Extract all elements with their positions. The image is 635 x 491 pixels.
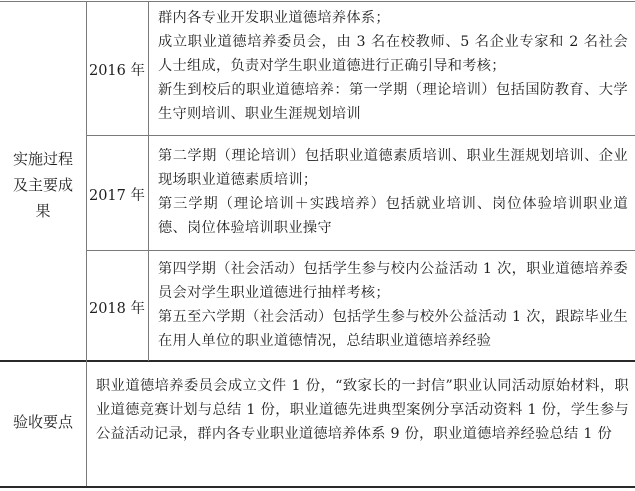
paragraph: 第二学期（理论培训）包括职业道德素质培训、职业生涯规划培训、企业现场职业道德素质培训； [158,148,628,188]
paragraph: 成立职业道德培养委员会，由 3 名在校教师、5 名企业专家和 2 名社会人士组成，负责对学生职业道德进行正确引导和考核； [158,34,628,74]
year-2016: 2016 年 [88,63,145,79]
year-2017: 2017 年 [88,188,145,204]
acceptance-label: 验收要点 [12,413,73,431]
table-top-border [0,1,635,2]
row-2017-content [158,144,628,240]
implementation-label [0,146,86,224]
section-divider [0,360,635,362]
paragraph: 群内各专业开发职业道德培养体系； [158,10,390,26]
paragraph: 新生到校后的职业道德培养：第一学期（理论培训）包括国防教育、大学生守则培训、职业生涯规划培训 [158,82,628,122]
row-2018-content [158,257,628,353]
column-divider-acceptance [86,361,87,486]
paragraph: 第五至六学期（社会活动）包括学生参与校外公益活动 1 次，跟踪毕业生在用人单位的职业道德情况，总结职业道德培养经验 [158,309,628,349]
paragraph: 第四学期（社会活动）包括学生参与校内公益活动 1 次，职业道德培养委员会对学生职业道德进行抽样考核； [158,261,628,301]
acceptance-content: 职业道德培养委员会成立文件 1 份，“致家长的一封信”职业认同活动原始材料，职业道德竞赛计划与总结 1 份，职业道德先进典型案例分享活动资料 1 份，学生参与公益活动记录，群内各专业职业道德培养体系 9 份，职业道德培养经验总结 1 份 [96,378,629,442]
column-divider-year [148,1,149,361]
implementation-label-line: 实施过程 [12,150,73,168]
row-divider-2016-2017 [86,135,635,136]
row-divider-2017-2018 [86,250,635,251]
implementation-label-line: 及主要成 [12,176,73,194]
table-bottom-border [0,486,635,488]
paragraph: 第三学期（理论培训＋实践培养）包括就业培训、岗位体验培训职业道德、岗位体验培训职业操守 [158,196,628,236]
implementation-label-line: 果 [35,202,51,220]
year-2018: 2018 年 [88,301,145,317]
row-2016-content [158,6,628,126]
